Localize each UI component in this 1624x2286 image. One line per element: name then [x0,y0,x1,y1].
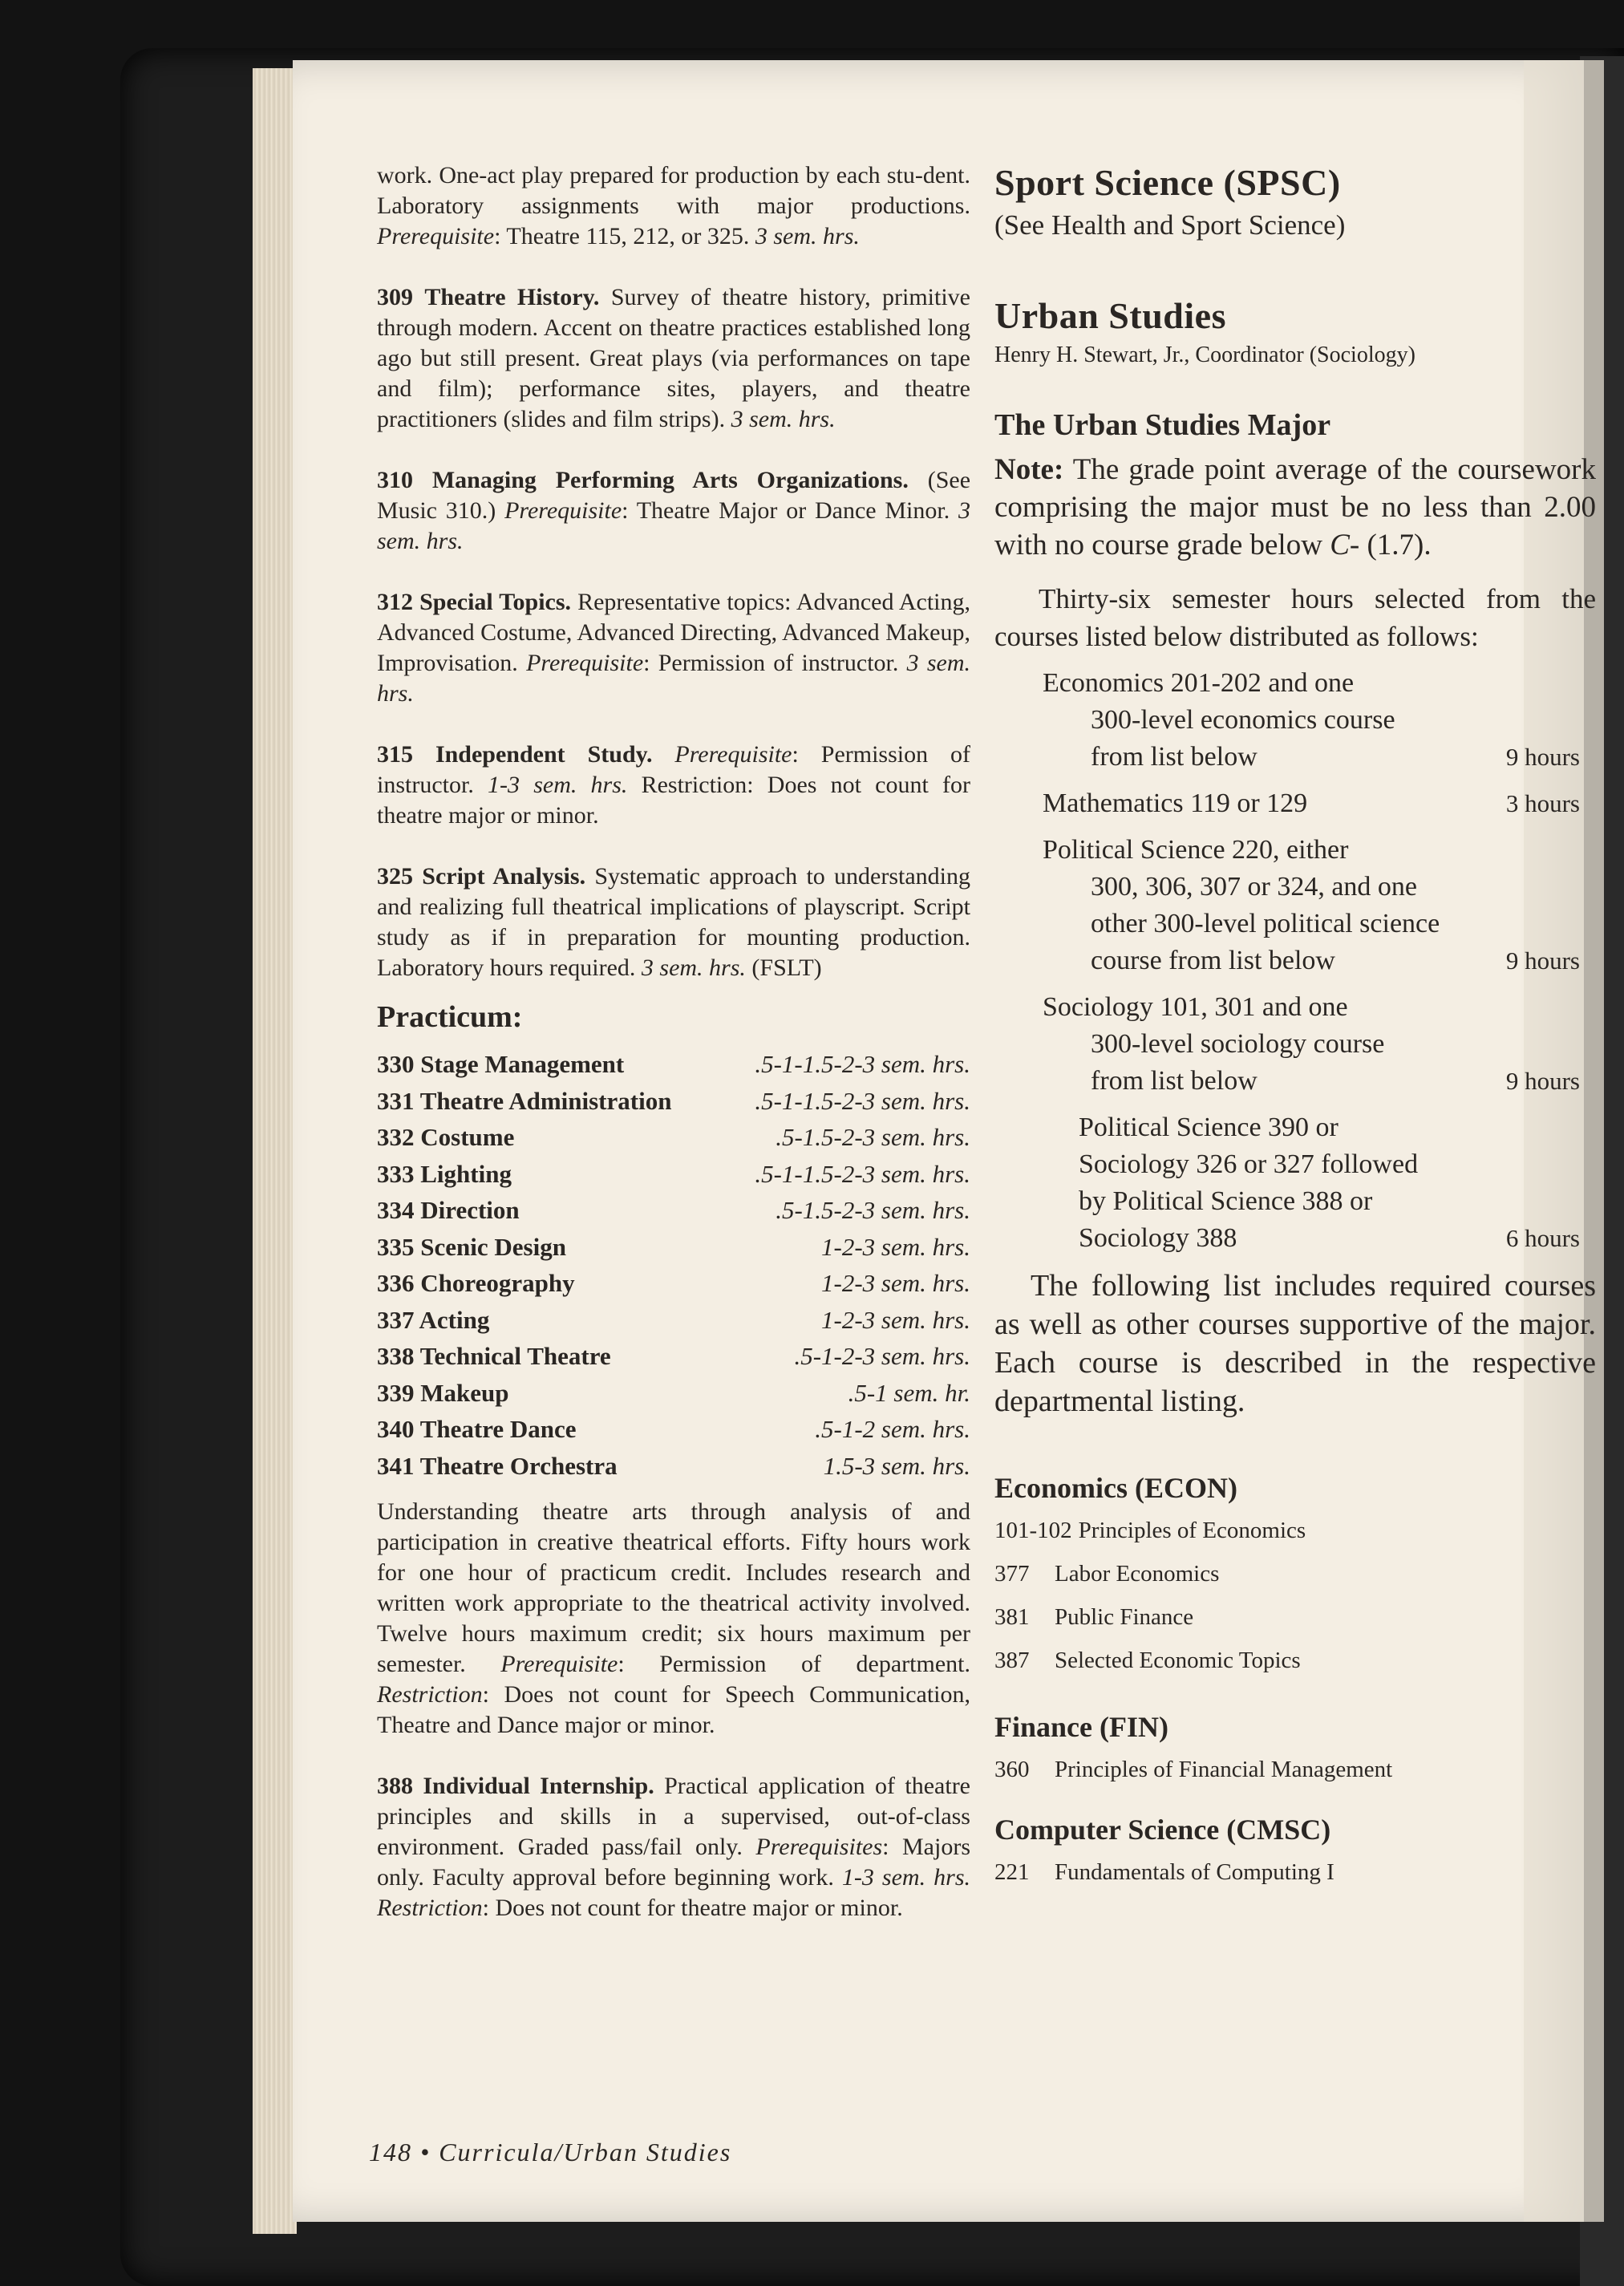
course-number: 221 [994,1859,1030,1885]
intro-paragraph: work. One-act play prepared for production by each stu-dent. Laboratory assignments with major productions. Prerequisite: Theatre 115, 212, or 325. 3 sem. hrs. [377,162,970,249]
course-title: Labor Economics [1055,1561,1220,1587]
practicum-course-hours: .5-1.5-2-3 sem. hrs. [776,1123,970,1151]
requirement-line: Economics 201-202 and one [1043,668,1355,698]
requirement-line: from list below [1091,1066,1257,1096]
practicum-row [377,1448,970,1485]
requirement-hours: 9 hours [1505,1067,1580,1095]
practicum-course-name: 331 Theatre Administration [377,1086,672,1115]
course-title: Fundamentals of Computing I [1055,1859,1334,1885]
course-309: 309 Theatre History. Survey of theatre history, primitive through modern. Accent on theatre practices established long ago but still present. Great plays (via performances on tape and film); performance sites, players, and theatre practitioners (slides and film strips). 3 sem. hrs. [377,284,970,432]
requirement-line: 300-level economics course [1091,705,1395,735]
requirements-list [994,665,1596,1257]
course-number: 381 [994,1604,1030,1630]
practicum-row [377,1375,970,1412]
practicum-course-hours: 1-2-3 sem. hrs. [821,1232,970,1261]
practicum-course-hours: 1.5-3 sem. hrs. [823,1451,970,1480]
course-title: Principles of Financial Management [1055,1757,1393,1782]
sport-science-heading: Sport Science (SPSC) [994,162,1341,203]
practicum-course-hours: .5-1-2-3 sem. hrs. [794,1342,970,1370]
practicum-course-hours: .5-1-1.5-2-3 sem. hrs. [755,1086,970,1115]
course-315: 315 Independent Study. Prerequisite: Permission of instructor. 1-3 sem. hrs. Restriction: Does not count for theatre major or minor. [377,741,971,829]
course-388: 388 Individual Internship. Practical application of theatre principles and skills in a supervised, out-of-class environment. Graded pass/fail only. Prerequisites: Majors only. Faculty approval before beginning work. 1-3 sem. hrs. Restriction: Does not count for theatre major or minor. [377,1773,970,1921]
course-row [994,1639,1596,1682]
practicum-course-name: 332 Costume [377,1123,515,1151]
requirement-line: Sociology 326 or 327 followed [1079,1149,1419,1179]
left-column [377,160,970,1923]
thirty-six-hours: Thirty-six semester hours selected from the courses listed below distributed as follows: [994,583,1596,652]
practicum-course-name: 338 Technical Theatre [377,1342,611,1370]
course-title: Selected Economic Topics [1055,1648,1301,1673]
requirement-row [1043,989,1596,1100]
course-number: 377 [994,1561,1030,1587]
course-row [994,1850,1596,1894]
practicum-course-name: 335 Scenic Design [377,1232,566,1261]
requirement-line: Mathematics 119 or 129 [1043,788,1308,818]
requirement-row [1043,785,1596,822]
requirement-line: Sociology 388 [1079,1223,1237,1253]
practicum-row [377,1083,970,1120]
requirement-hours: 9 hours [1505,743,1580,771]
course-312: 312 Special Topics. Representative topics: Advanced Acting, Advanced Costume, Advanced Directing, Advanced Makeup, Improvisation. Prerequisite: Permission of instructor. 3 sem. hrs. [377,589,971,707]
practicum-course-name: 336 Choreography [377,1269,575,1297]
practicum-course-name: 340 Theatre Dance [377,1415,577,1443]
practicum-course-name: 337 Acting [377,1305,490,1334]
requirement-line: by Political Science 388 or [1079,1186,1373,1216]
requirement-row [1043,665,1596,776]
coordinator: Henry H. Stewart, Jr., Coordinator (Sociology) [994,342,1415,367]
course-row [994,1552,1596,1595]
practicum-course-hours: .5-1-1.5-2-3 sem. hrs. [755,1050,970,1078]
course-325: 325 Script Analysis. Systematic approach to understanding and realizing full theatrical implications of playscript. Script study as if in preparation for mounting production. Laboratory hours required. 3 sem. hrs. (FSLT) [377,863,971,981]
requirement-line: course from list below [1091,946,1335,975]
requirement-hours: 9 hours [1505,946,1580,975]
practicum-description: Understanding theatre arts through analysis of and participation in creative theatrical efforts. Fifty hours work for one hour of practicum credit. Includes research and written work appropriate to the theatrical activity involved. Twelve hours maximum credit; six hours maximum per semester. Prerequisite: Permission of department. Restriction: Does not count for Speech Communication, Theatre and Dance major or minor. [377,1498,970,1738]
finance-heading: Finance (FIN) [994,1711,1168,1743]
requirement-row [1043,1109,1596,1257]
course-title: Public Finance [1055,1604,1194,1630]
requirement-line: other 300-level political science [1091,909,1440,938]
requirement-hours: 3 hours [1505,789,1580,817]
requirement-row [1043,832,1596,979]
page-stack-edge [253,68,297,2234]
practicum-row [377,1119,970,1156]
practicum-course-hours: .5-1.5-2-3 sem. hrs. [776,1196,970,1224]
course-310: 310 Managing Performing Arts Organizations. (See Music 310.) Prerequisite: Theatre Major or Dance Minor. 3 sem. hrs. [377,467,971,554]
requirement-line: Political Science 390 or [1079,1113,1338,1142]
finance-courses [994,1748,1596,1791]
practicum-list [377,1046,970,1484]
economics-heading: Economics (ECON) [994,1472,1237,1504]
practicum-course-name: 341 Theatre Orchestra [377,1451,618,1480]
course-row [994,1595,1596,1639]
practicum-row [377,1265,970,1302]
economics-courses [994,1509,1596,1682]
practicum-row [377,1046,970,1083]
practicum-course-name: 333 Lighting [377,1159,512,1188]
practicum-course-hours: .5-1-1.5-2-3 sem. hrs. [755,1159,970,1188]
page-footer: 148 • Curricula/Urban Studies [369,2138,732,2166]
practicum-row [377,1411,970,1448]
major-note: Note: The grade point average of the coursework comprising the major must be no less than 2.00 with no course grade below C- (1.7). [994,453,1596,561]
course-row [994,1509,1596,1552]
requirement-line: 300-level sociology course [1091,1029,1385,1059]
practicum-row [377,1192,970,1229]
requirement-line: Political Science 220, either [1043,835,1349,865]
sport-science-note: (See Health and Sport Science) [994,209,1346,241]
requirement-line: from list below [1091,742,1257,772]
requirement-hours: 6 hours [1505,1224,1580,1252]
urban-major-heading: The Urban Studies Major [994,408,1331,442]
practicum-heading: Practicum: [377,1000,523,1034]
following-list-note: The following list includes required courses as well as other courses supportive of the major. Each course is described in the respective departmental listing. [994,1269,1596,1418]
requirement-line: 300, 306, 307 or 324, and one [1091,872,1418,902]
practicum-row [377,1156,970,1193]
computer-science-courses [994,1850,1596,1894]
practicum-course-hours: 1-2-3 sem. hrs. [821,1269,970,1297]
practicum-course-hours: .5-1-2 sem. hrs. [815,1415,970,1443]
practicum-course-hours: 1-2-3 sem. hrs. [821,1305,970,1334]
practicum-row [377,1338,970,1375]
practicum-course-name: 339 Makeup [377,1378,509,1407]
course-row [994,1748,1596,1791]
course-title: Principles of Economics [1078,1518,1306,1543]
right-column [994,160,1596,1894]
practicum-row [377,1229,970,1266]
course-number: 101-102 [994,1518,1072,1543]
practicum-row [377,1302,970,1339]
urban-studies-heading: Urban Studies [994,295,1226,336]
practicum-course-name: 334 Direction [377,1196,520,1224]
practicum-course-name: 330 Stage Management [377,1050,625,1078]
course-number: 360 [994,1757,1030,1782]
course-number: 387 [994,1648,1030,1673]
computer-science-heading: Computer Science (CMSC) [994,1814,1331,1846]
requirement-line: Sociology 101, 301 and one [1043,992,1348,1022]
practicum-course-hours: .5-1 sem. hr. [848,1378,970,1407]
